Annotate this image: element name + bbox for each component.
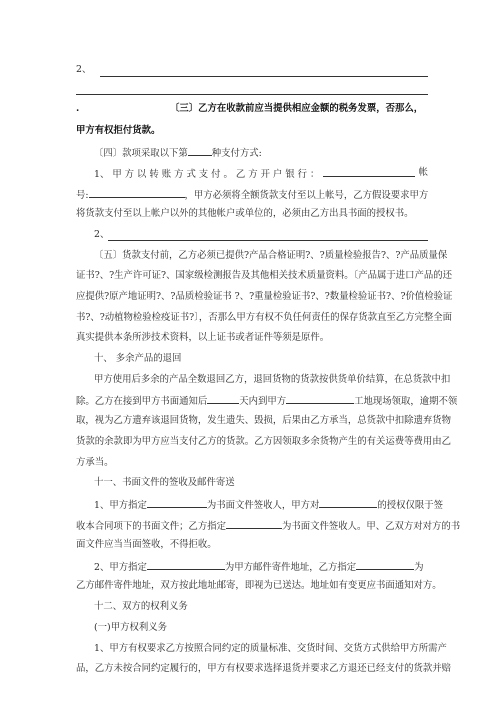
section-11-text-1a: 1、甲方指定 — [94, 500, 147, 511]
item-5-line-1: 〔五〕货款支付前，乙方必须已提供?产品合格证明?、?质量检验报告?、?产品质量保 — [94, 250, 448, 261]
section-11-text-4b: 为甲方邮件寄件地址，乙方指定 — [224, 562, 357, 573]
section-11-text-1c: 的授权仅限于签 — [377, 500, 443, 511]
pay-1-line-3: 将货款支付至以上帐户以外的其他帐户或单位的，必须由乙方出具书面的授权书。 — [76, 208, 414, 219]
days-blank — [207, 394, 239, 404]
pay-2-label: 2、 — [94, 229, 110, 240]
section-11-text-4c: 为 — [414, 562, 424, 573]
site-blank — [286, 394, 354, 404]
item-2-label: 2、 — [76, 64, 92, 75]
item-5-line-2: 证书?、?生产许可证?、国家级检测报告及其他相关技术质量资料。〔产品属于进口产品的还 — [76, 270, 453, 281]
section-12-line-1: 1、甲方有权要求乙方按照合同约定的质量标准、交货时间、交货方式供给甲方所需产 — [94, 643, 447, 654]
item-4-blank — [188, 146, 212, 156]
section-12-title: 十二、双方的权利义务 — [94, 601, 188, 612]
section-10-title: 十、 多余产品的退回 — [94, 353, 182, 364]
pay-2-blank — [108, 240, 428, 241]
section-10-text-a: 除。乙方在接到甲方书面通知后 — [76, 396, 208, 407]
item-3-line-1 — [76, 103, 428, 115]
item-4-text-a: 〔四〕款项采取以下第 — [94, 148, 188, 159]
section-11-text-2b: 为书面文件签收人。甲、乙双方对对方的书 — [282, 521, 461, 532]
section-12-subtitle: (一)甲方权利义务 — [94, 622, 167, 633]
address-b-blank — [356, 560, 414, 570]
section-10-line-1: 甲方使用后多余的产品全数退回乙方，退回货物的货款按供货单价结算，在总货款中扣 — [94, 374, 451, 385]
pay-1-text-d: ，甲方必须将全额货款支付至以上帐号，乙方假设要求甲方 — [184, 190, 429, 201]
section-10-line-2 — [76, 394, 458, 408]
section-11-line-4 — [76, 560, 428, 574]
section-10-text-c: 工地现场领取，逾期不领 — [354, 396, 458, 407]
pay-1-text-a: 1、 甲 方 以 转 账 方 式 支 付 。 乙 方 开 户 银 行 ： — [94, 169, 320, 180]
item-3-line-2: 甲方有权拒付货款。 — [76, 125, 161, 136]
pay-1-text-b: 帐 — [418, 167, 428, 178]
item-5-line-3: 应提供?原产地证明?、?品质检验证书 ?、?重量检验证书?、?数量检验证书?、?价值检验证 — [76, 291, 453, 302]
section-11-text-2a: 收本合同项下的书面文件；乙方指定 — [76, 521, 227, 532]
bank-blank — [323, 167, 415, 177]
item-5-line-5: 真实提供本条所涉技术资料，以上证书或者证件等须是原件。 — [76, 332, 330, 343]
item-5-line-4: 书?、?动植物检验检疫证书?〕，否那么甲方有权不负任何责任的保存货款直至乙方完整全面 — [76, 312, 453, 323]
signer-b-blank — [226, 519, 282, 529]
item-2-blank-continued — [76, 94, 428, 95]
section-11-line-5: 乙方邮件寄件地址，双方按此地址邮寄，即视为已送达。地址如有变更应书面通知对方。 — [76, 580, 442, 591]
section-10-text-b: 天内到甲方 — [239, 396, 287, 407]
pay-1-line-2 — [76, 188, 428, 202]
item-3-dot: . — [76, 103, 80, 114]
section-11-text-4a: 2、甲方指定 — [94, 562, 147, 573]
section-10-line-4: 货款的余款即为甲方应当支付乙方的货款。乙方因领取多余货物产生的有关运费等费用由乙 — [76, 436, 452, 447]
item-2-blank — [100, 76, 428, 77]
section-10-line-5: 方承当。 — [76, 457, 114, 468]
section-11-line-3: 面文件应当当面签收，不得拒收。 — [76, 539, 217, 550]
section-11-title: 十一、书面文件的签收及邮件寄送 — [94, 477, 235, 488]
section-11-line-1 — [76, 498, 443, 512]
signer-a-blank — [147, 498, 207, 508]
authorized-blank — [319, 498, 377, 508]
account-blank — [89, 188, 185, 198]
section-10-line-3: 取，视为乙方遗弃该退回货物，发生遗失、毁损，后果由乙方承当，总货款中扣除遗弃货物 — [76, 415, 452, 426]
item-3-text: 〔三〕乙方在收款前应当提供相应金额的税务发票，否那么， — [170, 103, 424, 114]
address-a-blank — [147, 560, 225, 570]
item-2-line — [76, 64, 428, 76]
pay-1-text-c: 号: — [76, 190, 89, 201]
item-4-line — [76, 146, 428, 160]
section-11-text-1b: 为书面文件签收人，甲方对 — [206, 500, 320, 511]
section-11-line-2 — [76, 519, 461, 533]
section-12-line-2: 品，乙方未按合同约定履行的，甲方有权要求选择退货并要求乙方退还已经支付的货款并赔 — [76, 663, 452, 674]
item-4-text-b: 种支付方式: — [211, 148, 262, 159]
pay-1-line-1 — [76, 167, 428, 181]
